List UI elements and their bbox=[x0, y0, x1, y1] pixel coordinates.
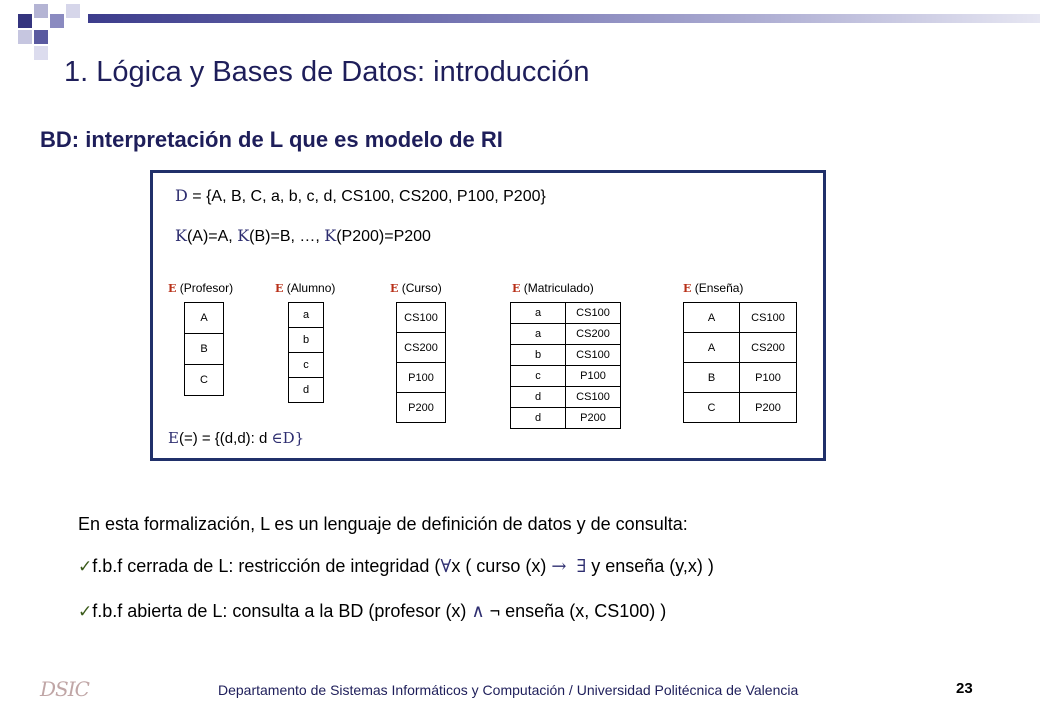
table-cell: b bbox=[289, 328, 324, 353]
alumno-table bbox=[288, 302, 324, 403]
k-symbol-3: K bbox=[324, 226, 337, 245]
checkmark-icon: ✓ bbox=[78, 557, 93, 576]
table-cell: P100 bbox=[397, 363, 446, 393]
equality-tail: D} bbox=[282, 429, 305, 447]
table-cell: CS200 bbox=[397, 333, 446, 363]
exists-symbol: ∃ bbox=[576, 556, 587, 577]
alumno-label-text: (Alumno) bbox=[283, 281, 336, 295]
slide-title: 1. Lógica y Bases de Datos: introducción bbox=[64, 56, 590, 88]
table-cell: CS100 bbox=[566, 387, 621, 408]
table-row bbox=[185, 365, 224, 396]
bullet1-text-c: y enseña (y,x) ) bbox=[586, 556, 714, 576]
ensena-table bbox=[683, 302, 797, 423]
table-cell: C bbox=[684, 393, 740, 423]
and-symbol: ∧ bbox=[471, 601, 485, 622]
table-row bbox=[185, 334, 224, 365]
table-row bbox=[684, 363, 797, 393]
e-symbol: E bbox=[168, 282, 177, 295]
table-row bbox=[289, 303, 324, 328]
table-cell: P200 bbox=[397, 393, 446, 423]
table-row bbox=[397, 333, 446, 363]
table-cell: P200 bbox=[740, 393, 797, 423]
forall-symbol: ∀ bbox=[440, 556, 452, 577]
k-definition bbox=[175, 226, 431, 246]
table-cell: a bbox=[289, 303, 324, 328]
k-part-2: (B)=B, …, bbox=[249, 228, 325, 245]
table-cell: CS200 bbox=[740, 333, 797, 363]
table-cell: A bbox=[684, 303, 740, 333]
table-cell: a bbox=[511, 324, 566, 345]
matriculado-label bbox=[512, 281, 594, 295]
matriculado-label-text: (Matriculado) bbox=[520, 281, 594, 295]
table-row bbox=[397, 303, 446, 333]
header-square-light-4 bbox=[34, 46, 48, 60]
profesor-label-text: (Profesor) bbox=[176, 281, 234, 295]
bullet2-text-b: ¬ enseña (x, CS100) ) bbox=[484, 601, 667, 621]
k-symbol-2: K bbox=[237, 226, 250, 245]
header-square-light-1 bbox=[34, 4, 48, 18]
domain-text: = {A, B, C, a, b, c, d, CS100, CS200, P100, P200} bbox=[187, 188, 546, 205]
profesor-table bbox=[184, 302, 224, 396]
bullet2-text-a: f.b.f abierta de L: consulta a la BD (profesor (x) bbox=[92, 601, 472, 621]
page-number: 23 bbox=[956, 680, 973, 697]
table-row bbox=[511, 387, 621, 408]
bullet1-text-b: x ( curso (x) bbox=[451, 556, 552, 576]
alumno-label bbox=[275, 281, 335, 295]
table-row bbox=[289, 353, 324, 378]
implies-symbol: → bbox=[551, 556, 567, 577]
curso-table bbox=[396, 302, 446, 423]
table-row bbox=[397, 363, 446, 393]
table-row bbox=[289, 378, 324, 403]
element-of-symbol: ∈ bbox=[271, 429, 283, 447]
table-cell: B bbox=[684, 363, 740, 393]
table-row bbox=[684, 393, 797, 423]
table-cell: B bbox=[185, 334, 224, 365]
header-square-dark-2 bbox=[34, 30, 48, 44]
table-cell: CS100 bbox=[566, 345, 621, 366]
header-square-light-3 bbox=[66, 4, 80, 18]
dsic-logo: DSIC bbox=[40, 677, 89, 701]
ensena-label bbox=[683, 281, 743, 295]
table-row bbox=[511, 324, 621, 345]
table-cell: CS100 bbox=[397, 303, 446, 333]
k-symbol-1: K bbox=[175, 226, 187, 245]
checkmark-icon: ✓ bbox=[78, 602, 93, 621]
table-cell: b bbox=[511, 345, 566, 366]
table-cell: d bbox=[511, 387, 566, 408]
bullet1-text-a: f.b.f cerrada de L: restricción de integridad ( bbox=[92, 556, 441, 576]
table-cell: d bbox=[289, 378, 324, 403]
table-cell: CS200 bbox=[566, 324, 621, 345]
ensena-label-text: (Enseña) bbox=[691, 281, 744, 295]
table-row bbox=[185, 303, 224, 334]
e-symbol: E bbox=[168, 429, 179, 447]
table-cell: a bbox=[511, 303, 566, 324]
profesor-label bbox=[168, 281, 233, 295]
e-symbol: E bbox=[512, 282, 521, 295]
footer-text: Departamento de Sistemas Informáticos y Computación / Universidad Politécnica de Valencia bbox=[218, 682, 799, 698]
header-bar bbox=[88, 14, 1040, 23]
equality-text: (=) = {(d,d): d bbox=[178, 430, 272, 447]
bullet-closed-formula bbox=[78, 556, 714, 577]
table-cell: d bbox=[511, 408, 566, 429]
table-cell: C bbox=[185, 365, 224, 396]
curso-label-text: (Curso) bbox=[398, 281, 442, 295]
table-cell: c bbox=[511, 366, 566, 387]
table-cell: P100 bbox=[566, 366, 621, 387]
slide-subtitle: BD: interpretación de L que es modelo de RI bbox=[40, 127, 503, 152]
table-cell: A bbox=[185, 303, 224, 334]
header-square-mid-1 bbox=[50, 14, 64, 28]
table-cell: P200 bbox=[566, 408, 621, 429]
e-symbol: E bbox=[390, 282, 399, 295]
header-square-light-2 bbox=[18, 30, 32, 44]
table-cell: P100 bbox=[740, 363, 797, 393]
domain-symbol: D bbox=[175, 186, 188, 205]
e-symbol: E bbox=[683, 282, 692, 295]
table-row bbox=[397, 393, 446, 423]
table-row bbox=[684, 333, 797, 363]
domain-definition bbox=[175, 186, 546, 206]
table-cell: CS100 bbox=[566, 303, 621, 324]
equality-definition bbox=[168, 429, 304, 447]
matriculado-table bbox=[510, 302, 621, 429]
intro-text: En esta formalización, L es un lenguaje de definición de datos y de consulta: bbox=[78, 514, 688, 534]
k-part-1: (A)=A, bbox=[186, 228, 238, 245]
k-part-3: (P200)=P200 bbox=[336, 228, 431, 245]
bullet-open-formula bbox=[78, 601, 666, 622]
table-cell: CS100 bbox=[740, 303, 797, 333]
table-row bbox=[511, 303, 621, 324]
table-row bbox=[289, 328, 324, 353]
table-cell: A bbox=[684, 333, 740, 363]
table-row bbox=[511, 366, 621, 387]
e-symbol: E bbox=[275, 282, 284, 295]
header-square-dark-1 bbox=[18, 14, 32, 28]
table-cell: c bbox=[289, 353, 324, 378]
table-row bbox=[511, 408, 621, 429]
curso-label bbox=[390, 281, 442, 295]
table-row bbox=[684, 303, 797, 333]
table-row bbox=[511, 345, 621, 366]
